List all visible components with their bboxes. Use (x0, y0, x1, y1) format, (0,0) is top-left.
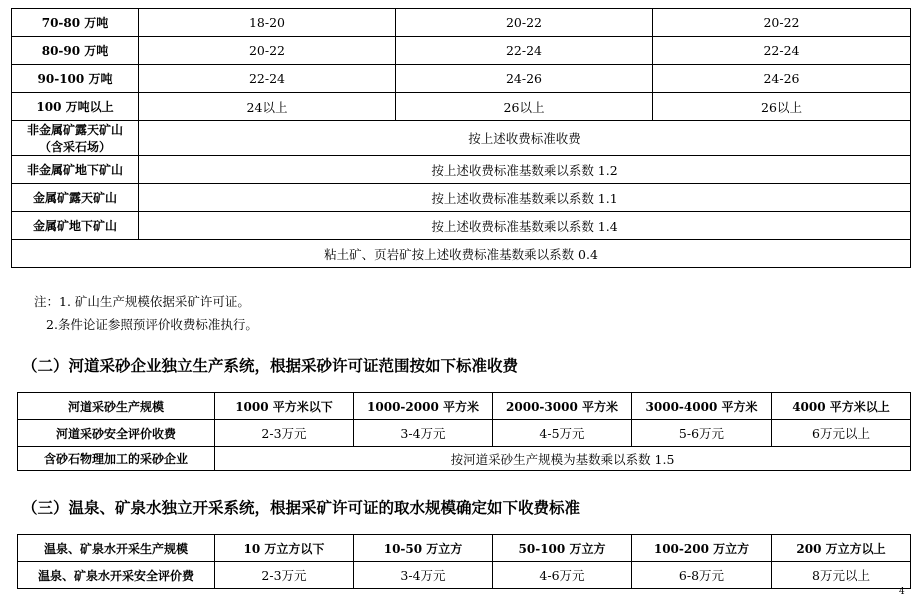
fee-cell: 5-6万元 (632, 420, 772, 447)
fee-cell: 2-3万元 (215, 562, 354, 589)
fee-cell: 3-4万元 (354, 562, 493, 589)
fee-rule-cell: 按上述收费标准基数乘以系数 1.2 (139, 156, 911, 184)
scale-label: 80-90 万吨 (12, 37, 139, 65)
table-row (12, 240, 911, 268)
fee-cell: 2-3万元 (215, 420, 354, 447)
scale-label: 100 万吨以上 (12, 93, 139, 121)
table-row (18, 562, 911, 589)
fee-cell: 22-24 (653, 37, 911, 65)
fee-cell: 24-26 (653, 65, 911, 93)
scale-label: 70-80 万吨 (12, 9, 139, 37)
scale-label: 90-100 万吨 (12, 65, 139, 93)
header-cell: 10 万立方以下 (215, 535, 354, 562)
header-cell: 50-100 万立方 (493, 535, 632, 562)
page-number: 4 (899, 587, 905, 597)
header-cell: 3000-4000 平方米 (632, 393, 772, 420)
fee-cell: 18-20 (139, 9, 396, 37)
fee-rule-cell: 按上述收费标准基数乘以系数 1.1 (139, 184, 911, 212)
header-cell: 河道采砂生产规模 (18, 393, 215, 420)
table-row (12, 156, 911, 184)
table-row (18, 447, 911, 471)
mine-type-label (12, 121, 139, 156)
mine-type-label: 非金属矿地下矿山 (12, 156, 139, 184)
table-row (12, 212, 911, 240)
footer-rule-cell: 粘土矿、页岩矿按上述收费标准基数乘以系数 0.4 (12, 240, 911, 268)
mine-type-label-line1: 非金属矿露天矿山 (26, 123, 123, 137)
table-header-row (18, 393, 911, 420)
table-header-row (18, 535, 911, 562)
fee-table-hot-spring (17, 534, 911, 589)
fee-cell: 24-26 (396, 65, 653, 93)
fee-cell: 3-4万元 (354, 420, 493, 447)
table-row (12, 37, 911, 65)
fee-cell: 8万元以上 (772, 562, 911, 589)
fee-cell: 24以上 (139, 93, 396, 121)
fee-cell: 20-22 (396, 9, 653, 37)
fee-rule-cell: 按上述收费标准收费 (139, 121, 911, 156)
fee-cell: 22-24 (396, 37, 653, 65)
fee-cell: 6万元以上 (772, 420, 911, 447)
header-cell: 温泉、矿泉水开采生产规模 (18, 535, 215, 562)
fee-cell: 20-22 (139, 37, 396, 65)
header-cell: 200 万立方以上 (772, 535, 911, 562)
table-row (12, 184, 911, 212)
header-cell: 2000-3000 平方米 (493, 393, 632, 420)
fee-cell: 4-5万元 (493, 420, 632, 447)
fee-cell: 6-8万元 (632, 562, 772, 589)
mine-type-label: 金属矿地下矿山 (12, 212, 139, 240)
fee-cell: 26以上 (653, 93, 911, 121)
note-line-2: 2.条件论证参照预评价收费标准执行。 (46, 317, 258, 332)
section-heading-2: （二）河道采砂企业独立生产系统，根据采砂许可证范围按如下标准收费 (22, 356, 519, 375)
header-cell: 1000 平方米以下 (215, 393, 354, 420)
fee-table-mining (11, 8, 911, 268)
fee-rule-cell: 按上述收费标准基数乘以系数 1.4 (139, 212, 911, 240)
table-row (12, 93, 911, 121)
row-label: 温泉、矿泉水开采安全评价费 (18, 562, 215, 589)
row-label: 河道采砂安全评价收费 (18, 420, 215, 447)
header-cell: 100-200 万立方 (632, 535, 772, 562)
row-label: 含砂石物理加工的采砂企业 (18, 447, 215, 471)
mine-type-label-line2: （含采石场） (38, 140, 111, 154)
header-cell: 4000 平方米以上 (772, 393, 911, 420)
table-row (18, 420, 911, 447)
fee-cell: 22-24 (139, 65, 396, 93)
table-row (12, 65, 911, 93)
fee-cell: 4-6万元 (493, 562, 632, 589)
fee-rule-cell: 按河道采砂生产规模为基数乘以系数 1.5 (215, 447, 911, 471)
table-row (12, 121, 911, 156)
fee-cell: 20-22 (653, 9, 911, 37)
note-line-1: 注：1. 矿山生产规模依据采矿许可证。 (34, 294, 250, 309)
table-row (12, 9, 911, 37)
fee-cell: 26以上 (396, 93, 653, 121)
header-cell: 1000-2000 平方米 (354, 393, 493, 420)
section-heading-3: （三）温泉、矿泉水独立开采系统，根据采矿许可证的取水规模确定如下收费标准 (22, 498, 581, 517)
fee-table-river-sand (17, 392, 911, 471)
header-cell: 10-50 万立方 (354, 535, 493, 562)
mine-type-label: 金属矿露天矿山 (12, 184, 139, 212)
